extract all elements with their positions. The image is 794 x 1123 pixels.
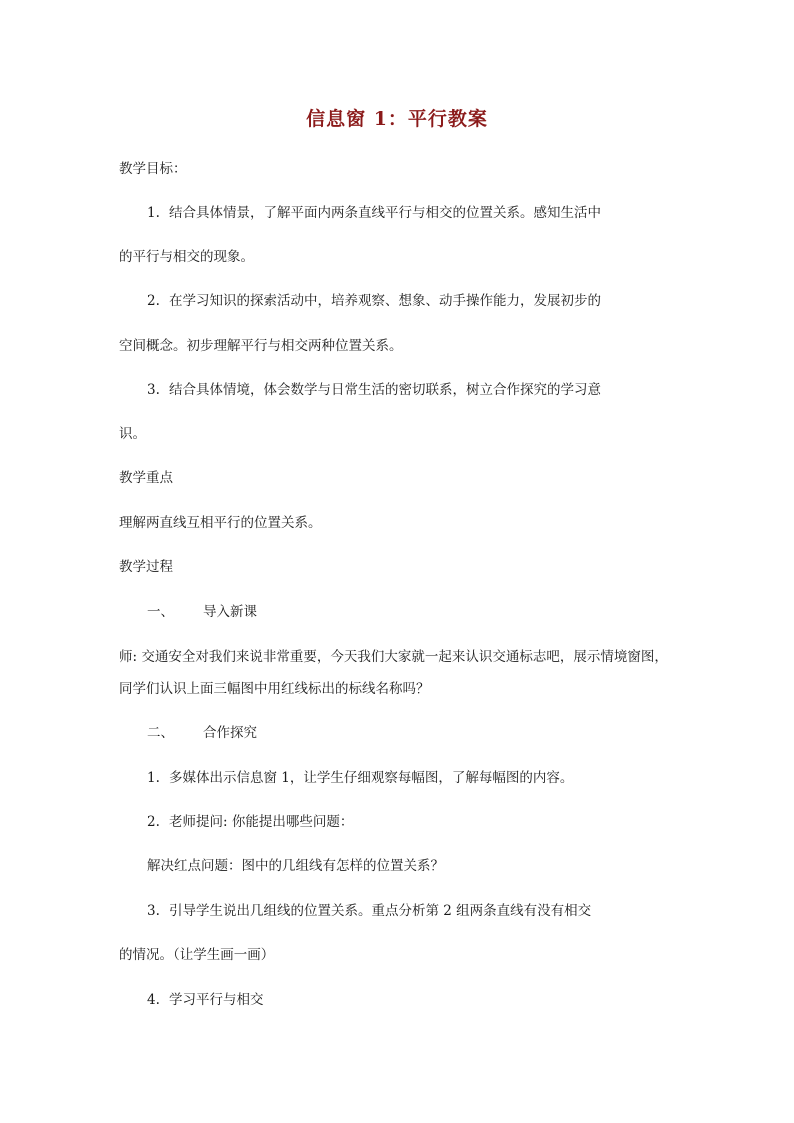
- step-text: 老师提问: 你能提出哪些问题：: [169, 814, 354, 830]
- section-number: 二、: [147, 725, 174, 741]
- step-item-4: [147, 991, 264, 1009]
- section-number: 一、: [147, 604, 174, 620]
- goal-item-2: [147, 292, 601, 310]
- step-number: 4.: [147, 992, 160, 1008]
- process-heading: 教学过程: [119, 559, 173, 575]
- goal-text: 结合具体情境，体会数学与日常生活的密切联系，树立合作探究的学习意: [169, 382, 601, 398]
- red-point-question: 解决红点问题：图中的几组线有怎样的位置关系？: [147, 858, 444, 874]
- goal-item-3: [147, 381, 601, 399]
- key-text: 理解两直线互相平行的位置关系。: [119, 515, 322, 531]
- section-label: 导入新课: [203, 604, 257, 620]
- key-heading: 教学重点: [119, 470, 173, 486]
- goals-heading: 教学目标：: [119, 161, 187, 177]
- section-2-heading: [147, 724, 257, 742]
- step-text: 引导学生说出几组线的位置关系。重点分析第 2 组两条直线有没有相交: [169, 903, 592, 919]
- document-title: 信息窗 1：平行教案: [306, 108, 488, 130]
- step-number: 3.: [147, 903, 160, 919]
- goal-number: 2.: [147, 293, 160, 309]
- goal-text: 在学习知识的探索活动中，培养观察、想象、动手操作能力，发展初步的: [169, 293, 601, 309]
- section-1-heading: [147, 603, 257, 621]
- goal-item-2-continuation: 空间概念。初步理解平行与相交两种位置关系。: [119, 338, 403, 354]
- goal-item-3-continuation: 识。: [119, 426, 146, 442]
- goal-number: 1.: [147, 205, 160, 221]
- teacher-line-1: 师: 交通安全对我们来说非常重要，今天我们大家就一起来认识交通标志吧，展示情境窗图，: [119, 649, 668, 665]
- section-label: 合作探究: [203, 725, 257, 741]
- step-item-1: [147, 769, 573, 787]
- goal-number: 3.: [147, 382, 160, 398]
- step-item-3-continuation: 的情况。（让学生画一画）: [119, 947, 275, 963]
- step-number: 1.: [147, 770, 160, 786]
- goal-item-1: [147, 204, 601, 222]
- step-item-3: [147, 902, 591, 920]
- step-item-2: [147, 813, 353, 831]
- step-number: 2.: [147, 814, 160, 830]
- teacher-line-2: 同学们认识上面三幅图中用红线标出的标线名称吗？: [119, 681, 430, 697]
- step-text: 学习平行与相交: [169, 992, 264, 1008]
- goal-item-1-continuation: 的平行与相交的现象。: [119, 249, 254, 265]
- step-text: 多媒体出示信息窗 1，让学生仔细观察每幅图，了解每幅图的内容。: [169, 770, 574, 786]
- goal-text: 结合具体情景，了解平面内两条直线平行与相交的位置关系。感知生活中: [169, 205, 601, 221]
